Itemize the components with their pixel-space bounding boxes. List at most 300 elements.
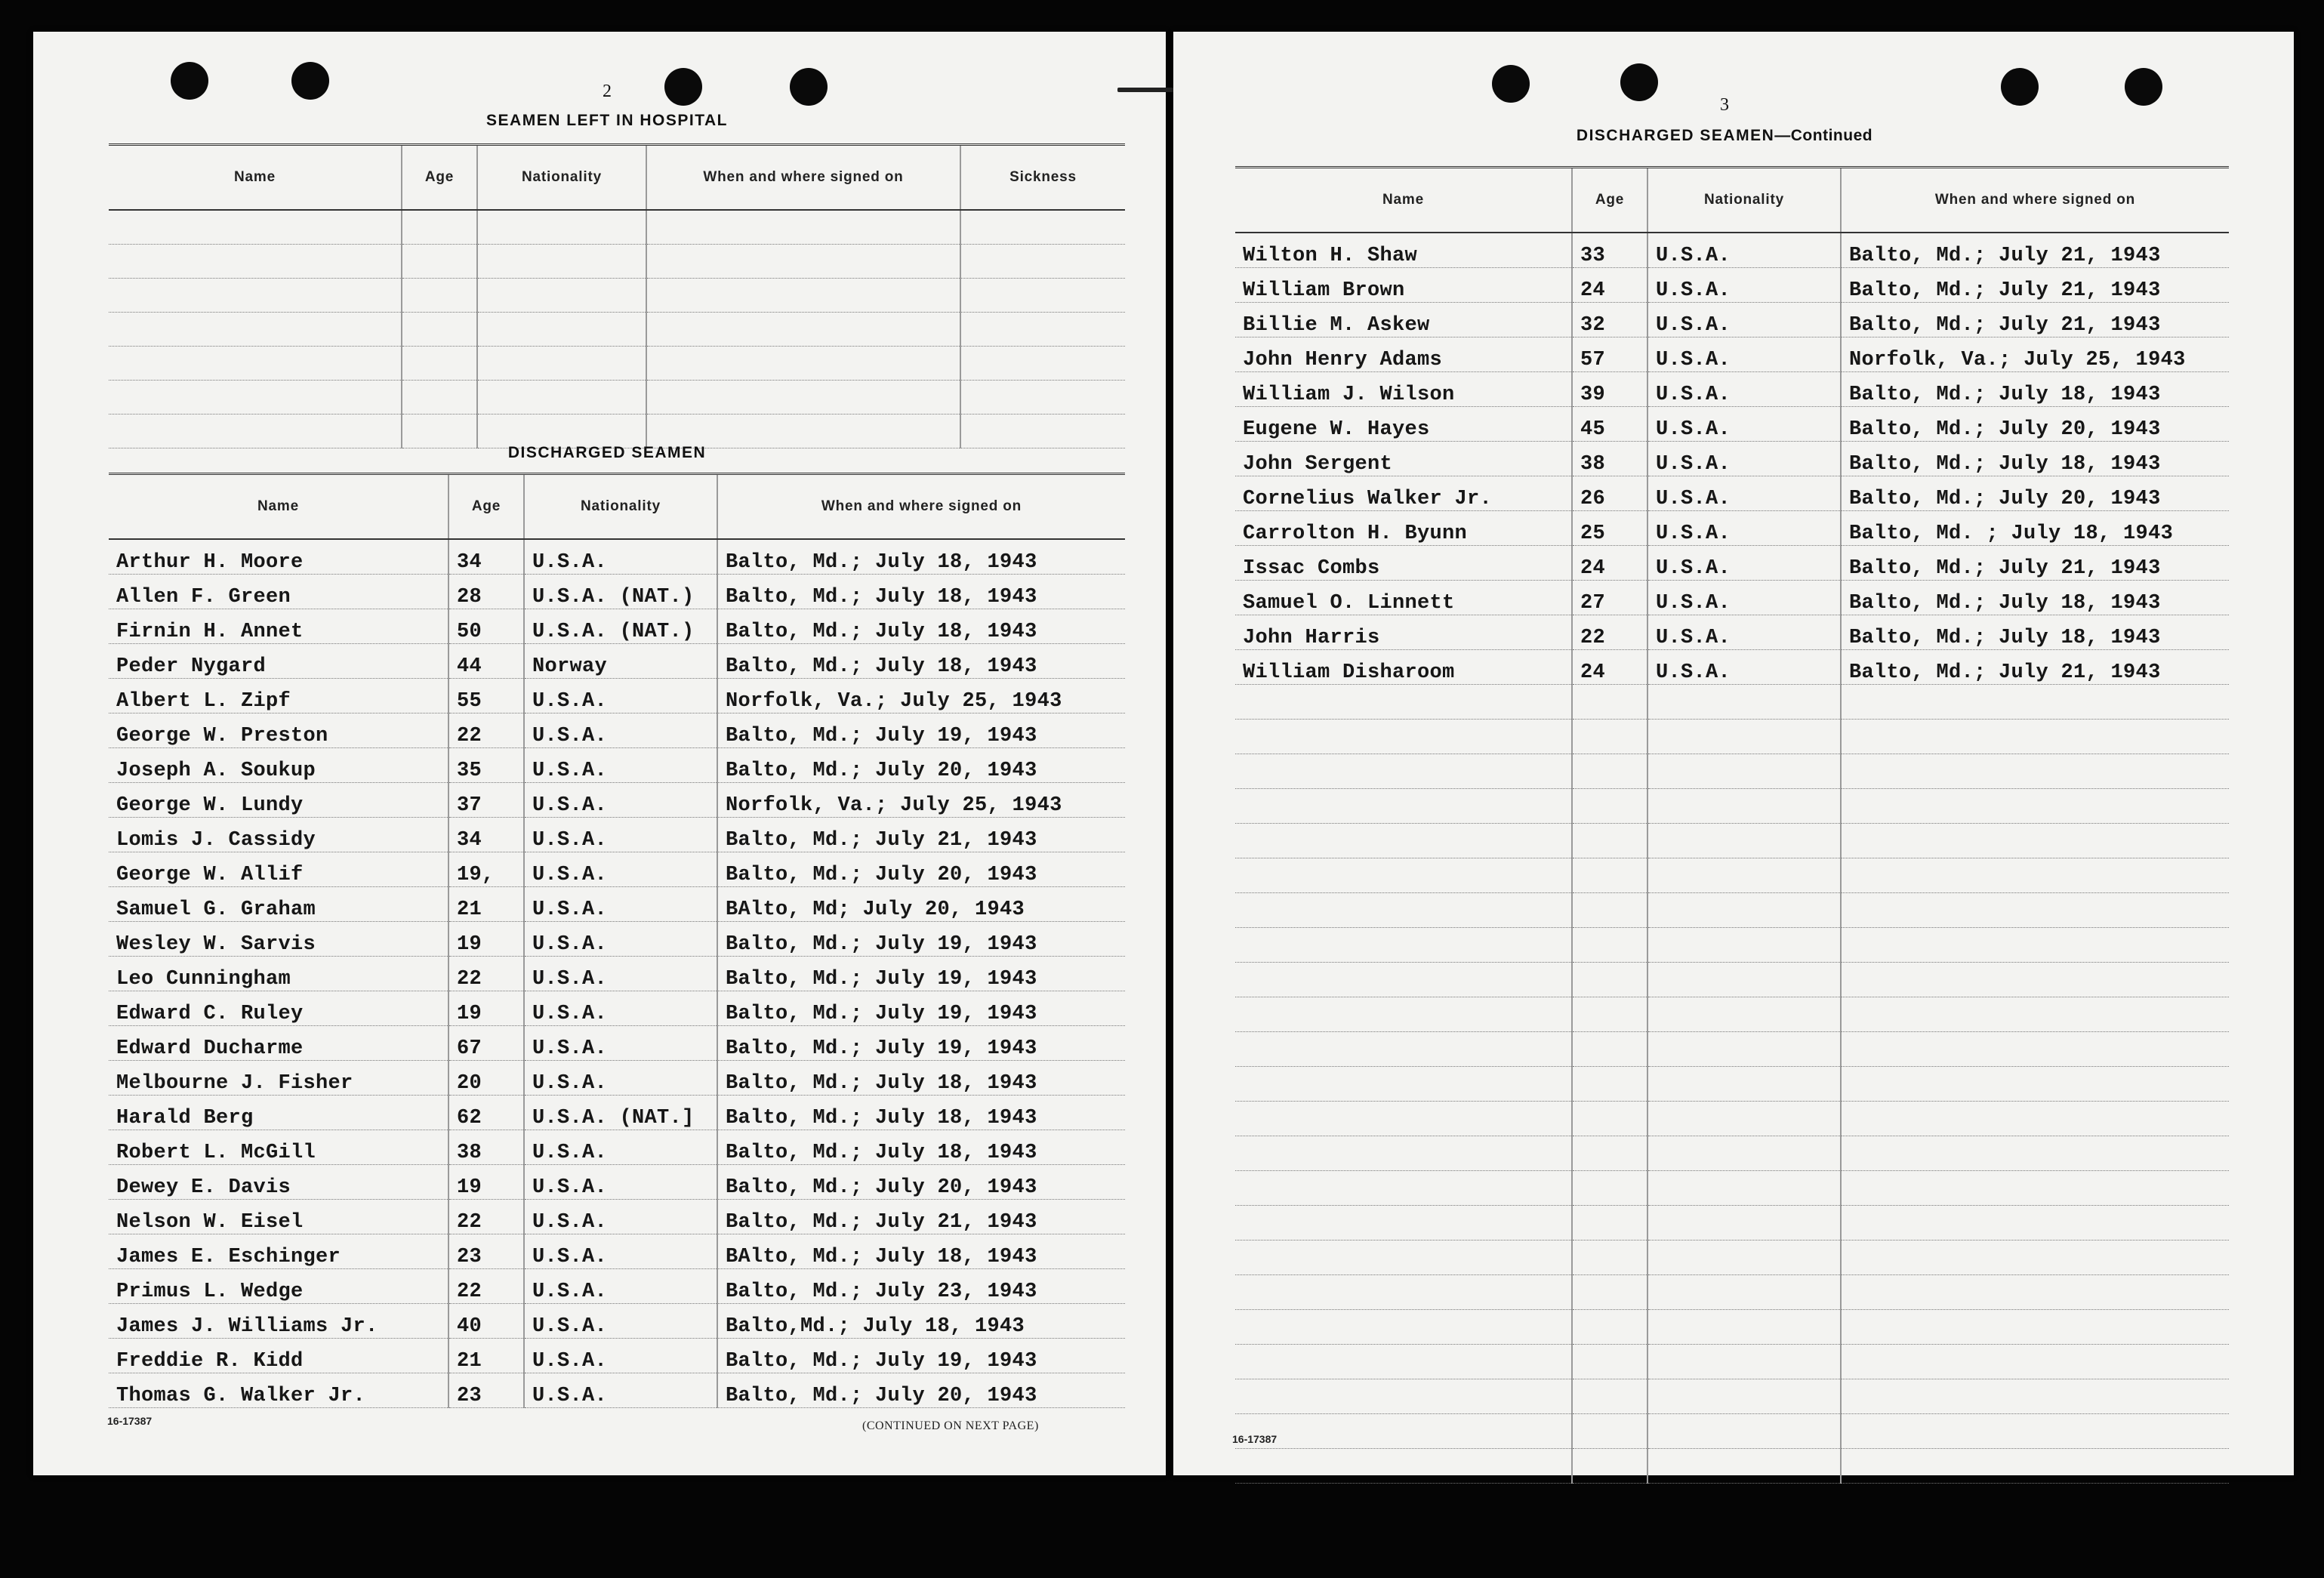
cell-nationality: U.S.A. bbox=[524, 818, 717, 852]
cell-nationality bbox=[1647, 1414, 1841, 1449]
cell-name bbox=[1235, 1345, 1572, 1379]
cell-sickness bbox=[960, 313, 1125, 347]
cell-name: George W. Lundy bbox=[109, 783, 448, 818]
cell-age bbox=[402, 210, 477, 245]
cell-age bbox=[1572, 1136, 1647, 1171]
cell-name: Dewey E. Davis bbox=[109, 1165, 448, 1200]
cell-nationality: U.S.A. bbox=[1647, 407, 1841, 442]
cell-age: 23 bbox=[448, 1373, 524, 1408]
table-row bbox=[1235, 1449, 2229, 1484]
cell-nationality: U.S.A. bbox=[524, 991, 717, 1026]
cell-signed-on: Balto, Md.; July 23, 1943 bbox=[717, 1269, 1125, 1304]
cell-age: 67 bbox=[448, 1026, 524, 1061]
cell-nationality bbox=[1647, 1345, 1841, 1379]
table-row bbox=[109, 887, 1125, 922]
cell-name bbox=[1235, 1136, 1572, 1171]
cell-age: 45 bbox=[1572, 407, 1647, 442]
column-header: When and where signed on bbox=[646, 145, 960, 211]
table-row bbox=[109, 1304, 1125, 1339]
cell-signed-on bbox=[1841, 1136, 2229, 1171]
cell-age: 35 bbox=[448, 748, 524, 783]
cell-age: 21 bbox=[448, 887, 524, 922]
cell-nationality: Norway bbox=[524, 644, 717, 679]
cell-nationality bbox=[477, 381, 646, 415]
discharged-continued-table bbox=[1235, 166, 2229, 1484]
cell-name: William Disharoom bbox=[1235, 650, 1572, 685]
cell-signed-on bbox=[1841, 1241, 2229, 1275]
cell-age: 21 bbox=[448, 1339, 524, 1373]
cell-signed-on: Balto, Md.; July 20, 1943 bbox=[717, 748, 1125, 783]
cell-name bbox=[1235, 824, 1572, 858]
cell-age bbox=[1572, 824, 1647, 858]
title-suffix: —Continued bbox=[1774, 127, 1873, 144]
cell-signed-on bbox=[1841, 1414, 2229, 1449]
table-row bbox=[1235, 1275, 2229, 1310]
cell-signed-on: Norfolk, Va.; July 25, 1943 bbox=[1841, 337, 2229, 372]
cell-signed-on bbox=[1841, 1449, 2229, 1484]
cell-sickness bbox=[960, 347, 1125, 381]
cell-nationality bbox=[1647, 1067, 1841, 1102]
column-header: When and where signed on bbox=[717, 474, 1125, 540]
cell-name bbox=[1235, 997, 1572, 1032]
cell-signed-on: Balto, Md.; July 21, 1943 bbox=[1841, 233, 2229, 268]
cell-signed-on: Balto, Md.; July 21, 1943 bbox=[1841, 650, 2229, 685]
cell-name: Wilton H. Shaw bbox=[1235, 233, 1572, 268]
cell-age bbox=[1572, 685, 1647, 720]
cell-signed-on: Balto, Md.; July 21, 1943 bbox=[717, 818, 1125, 852]
cell-nationality bbox=[1647, 1310, 1841, 1345]
cell-name bbox=[109, 279, 402, 313]
cell-nationality bbox=[1647, 1241, 1841, 1275]
cell-signed-on: Balto, Md.; July 20, 1943 bbox=[1841, 407, 2229, 442]
cell-age bbox=[1572, 1032, 1647, 1067]
table-row bbox=[1235, 685, 2229, 720]
table-row bbox=[1235, 233, 2229, 268]
table-row bbox=[109, 1165, 1125, 1200]
column-header: Age bbox=[448, 474, 524, 540]
cell-nationality: U.S.A. bbox=[1647, 615, 1841, 650]
cell-nationality bbox=[1647, 1032, 1841, 1067]
cell-age: 19 bbox=[448, 991, 524, 1026]
cell-sickness bbox=[960, 415, 1125, 448]
hospital-section-title: SEAMEN LEFT IN HOSPITAL bbox=[486, 112, 728, 129]
cell-name bbox=[1235, 1310, 1572, 1345]
cell-signed-on: Balto, Md.; July 18, 1943 bbox=[1841, 442, 2229, 476]
cell-name: Albert L. Zipf bbox=[109, 679, 448, 713]
cell-nationality bbox=[1647, 1136, 1841, 1171]
cell-age: 22 bbox=[448, 957, 524, 991]
cell-signed-on: Balto, Md.; July 18, 1943 bbox=[1841, 372, 2229, 407]
cell-name bbox=[1235, 893, 1572, 928]
cell-name bbox=[109, 313, 402, 347]
cell-signed-on bbox=[1841, 1067, 2229, 1102]
table-row bbox=[1235, 1241, 2229, 1275]
cell-nationality bbox=[477, 245, 646, 279]
cell-nationality bbox=[1647, 789, 1841, 824]
cell-name: Arthur H. Moore bbox=[109, 539, 448, 575]
cell-nationality bbox=[1647, 1275, 1841, 1310]
cell-signed-on: Balto, Md.; July 18, 1943 bbox=[717, 609, 1125, 644]
cell-signed-on bbox=[1841, 893, 2229, 928]
hospital-table bbox=[109, 143, 1125, 448]
cell-nationality: U.S.A. bbox=[524, 1200, 717, 1234]
cell-name: William Brown bbox=[1235, 268, 1572, 303]
cell-age: 44 bbox=[448, 644, 524, 679]
cell-signed-on: Balto, Md.; July 18, 1943 bbox=[717, 539, 1125, 575]
cell-name bbox=[1235, 685, 1572, 720]
cell-signed-on bbox=[1841, 1345, 2229, 1379]
form-code: 16-17387 bbox=[1232, 1433, 1278, 1445]
table-row bbox=[109, 957, 1125, 991]
cell-nationality: U.S.A. bbox=[524, 1373, 717, 1408]
cell-signed-on bbox=[1841, 1206, 2229, 1241]
cell-name: Issac Combs bbox=[1235, 546, 1572, 581]
cell-age: 22 bbox=[1572, 615, 1647, 650]
cell-signed-on: Balto, Md.; July 19, 1943 bbox=[717, 991, 1125, 1026]
cell-age bbox=[1572, 789, 1647, 824]
cell-age bbox=[402, 313, 477, 347]
cell-signed-on bbox=[646, 415, 960, 448]
cell-nationality bbox=[1647, 1171, 1841, 1206]
cell-name bbox=[1235, 1414, 1572, 1449]
cell-sickness bbox=[960, 381, 1125, 415]
punch-hole bbox=[2125, 68, 2162, 106]
page-number: 3 bbox=[1720, 95, 1729, 115]
cell-age: 62 bbox=[448, 1096, 524, 1130]
cell-signed-on: Balto, Md.; July 18, 1943 bbox=[1841, 581, 2229, 615]
cell-nationality: U.S.A. bbox=[524, 1269, 717, 1304]
punch-hole bbox=[2001, 68, 2039, 106]
cell-name: Peder Nygard bbox=[109, 644, 448, 679]
cell-signed-on bbox=[646, 245, 960, 279]
cell-nationality: U.S.A. bbox=[1647, 650, 1841, 685]
cell-age bbox=[402, 347, 477, 381]
cell-name: Samuel O. Linnett bbox=[1235, 581, 1572, 615]
table-row bbox=[1235, 997, 2229, 1032]
cell-nationality: U.S.A. bbox=[1647, 372, 1841, 407]
cell-nationality bbox=[1647, 1449, 1841, 1484]
cell-name: William J. Wilson bbox=[1235, 372, 1572, 407]
cell-nationality bbox=[477, 313, 646, 347]
cell-name bbox=[1235, 858, 1572, 893]
cell-age bbox=[1572, 720, 1647, 754]
cell-nationality: U.S.A. bbox=[1647, 511, 1841, 546]
cell-nationality bbox=[1647, 720, 1841, 754]
cell-name bbox=[1235, 963, 1572, 997]
table-row bbox=[109, 539, 1125, 575]
table-row bbox=[1235, 337, 2229, 372]
cell-nationality: U.S.A. (NAT.) bbox=[524, 575, 717, 609]
cell-signed-on: Norfolk, Va.; July 25, 1943 bbox=[717, 679, 1125, 713]
cell-age: 27 bbox=[1572, 581, 1647, 615]
cell-signed-on: Balto, Md.; July 18, 1943 bbox=[1841, 615, 2229, 650]
cell-name: Harald Berg bbox=[109, 1096, 448, 1130]
cell-nationality: U.S.A. bbox=[524, 887, 717, 922]
cell-age: 22 bbox=[448, 1269, 524, 1304]
cell-age bbox=[1572, 928, 1647, 963]
cell-name bbox=[1235, 754, 1572, 789]
column-header: Name bbox=[109, 474, 448, 540]
punch-hole bbox=[1492, 65, 1530, 103]
table-row bbox=[1235, 824, 2229, 858]
cell-name: Edward C. Ruley bbox=[109, 991, 448, 1026]
cell-age bbox=[1572, 997, 1647, 1032]
cell-nationality: U.S.A. bbox=[524, 713, 717, 748]
table-row bbox=[1235, 546, 2229, 581]
table-row bbox=[109, 818, 1125, 852]
cell-name: Joseph A. Soukup bbox=[109, 748, 448, 783]
cell-name: Robert L. McGill bbox=[109, 1130, 448, 1165]
cell-age bbox=[1572, 1171, 1647, 1206]
cell-nationality: U.S.A. bbox=[1647, 476, 1841, 511]
table-row bbox=[109, 1373, 1125, 1408]
cell-signed-on: Balto,Md.; July 18, 1943 bbox=[717, 1304, 1125, 1339]
table-row bbox=[1235, 1136, 2229, 1171]
cell-signed-on: Balto, Md. ; July 18, 1943 bbox=[1841, 511, 2229, 546]
cell-name: Primus L. Wedge bbox=[109, 1269, 448, 1304]
table-row bbox=[1235, 615, 2229, 650]
cell-signed-on bbox=[646, 381, 960, 415]
cell-age: 34 bbox=[448, 818, 524, 852]
cell-name: George W. Allif bbox=[109, 852, 448, 887]
table-row bbox=[109, 644, 1125, 679]
cell-signed-on: Balto, Md.; July 18, 1943 bbox=[717, 644, 1125, 679]
cell-name: James E. Eschinger bbox=[109, 1234, 448, 1269]
table-row bbox=[109, 922, 1125, 957]
table-row bbox=[1235, 511, 2229, 546]
cell-nationality: U.S.A. bbox=[524, 539, 717, 575]
table-row bbox=[109, 713, 1125, 748]
table-row bbox=[1235, 858, 2229, 893]
table-row bbox=[109, 381, 1125, 415]
table-row bbox=[109, 1200, 1125, 1234]
table-row bbox=[109, 245, 1125, 279]
cell-signed-on: Norfolk, Va.; July 25, 1943 bbox=[717, 783, 1125, 818]
cell-age: 38 bbox=[1572, 442, 1647, 476]
cell-nationality: U.S.A. bbox=[1647, 546, 1841, 581]
cell-signed-on: Balto, Md.; July 20, 1943 bbox=[717, 1165, 1125, 1200]
table-row bbox=[1235, 1379, 2229, 1414]
cell-age: 19 bbox=[448, 1165, 524, 1200]
table-row bbox=[1235, 268, 2229, 303]
column-header: Age bbox=[1572, 168, 1647, 233]
cell-signed-on: Balto, Md.; July 20, 1943 bbox=[717, 1373, 1125, 1408]
cell-nationality: U.S.A. bbox=[1647, 303, 1841, 337]
cell-age: 38 bbox=[448, 1130, 524, 1165]
cell-age bbox=[1572, 1241, 1647, 1275]
hospital-table-header bbox=[109, 145, 1125, 211]
cell-signed-on: Balto, Md.; July 18, 1943 bbox=[717, 1130, 1125, 1165]
page-title bbox=[1453, 127, 1996, 145]
cell-age bbox=[402, 279, 477, 313]
cell-age: 22 bbox=[448, 713, 524, 748]
table-row bbox=[1235, 303, 2229, 337]
cell-signed-on bbox=[1841, 963, 2229, 997]
table-row bbox=[109, 210, 1125, 245]
table-row bbox=[109, 279, 1125, 313]
cell-nationality bbox=[477, 279, 646, 313]
cell-signed-on bbox=[1841, 858, 2229, 893]
cell-nationality bbox=[1647, 893, 1841, 928]
cell-name: Samuel G. Graham bbox=[109, 887, 448, 922]
column-header: Age bbox=[402, 145, 477, 211]
cell-age: 57 bbox=[1572, 337, 1647, 372]
table-row bbox=[109, 575, 1125, 609]
table-row bbox=[109, 415, 1125, 448]
cell-nationality bbox=[1647, 963, 1841, 997]
cell-signed-on bbox=[1841, 720, 2229, 754]
cell-age: 19 bbox=[448, 922, 524, 957]
cell-age: 20 bbox=[448, 1061, 524, 1096]
cell-nationality: U.S.A. bbox=[1647, 233, 1841, 268]
table-row bbox=[1235, 1102, 2229, 1136]
cell-name: Allen F. Green bbox=[109, 575, 448, 609]
cell-nationality: U.S.A. bbox=[524, 922, 717, 957]
cell-nationality bbox=[1647, 1379, 1841, 1414]
cell-name bbox=[1235, 1449, 1572, 1484]
cell-nationality: U.S.A. bbox=[1647, 581, 1841, 615]
cell-name: Edward Ducharme bbox=[109, 1026, 448, 1061]
discharged-table-header bbox=[109, 474, 1125, 540]
cell-age: 37 bbox=[448, 783, 524, 818]
form-code: 16-17387 bbox=[107, 1415, 153, 1427]
cell-age: 55 bbox=[448, 679, 524, 713]
punch-hole bbox=[1620, 63, 1658, 101]
cell-name bbox=[1235, 1171, 1572, 1206]
cell-age: 22 bbox=[448, 1200, 524, 1234]
cell-name: Nelson W. Eisel bbox=[109, 1200, 448, 1234]
cell-signed-on bbox=[646, 313, 960, 347]
cell-nationality: U.S.A. bbox=[524, 1339, 717, 1373]
left-page bbox=[33, 32, 1166, 1475]
table-row bbox=[109, 1339, 1125, 1373]
cell-name bbox=[109, 245, 402, 279]
cell-signed-on: Balto, Md.; July 19, 1943 bbox=[717, 922, 1125, 957]
table-row bbox=[1235, 1310, 2229, 1345]
table-row bbox=[1235, 1171, 2229, 1206]
table-row bbox=[109, 852, 1125, 887]
cell-nationality bbox=[477, 347, 646, 381]
table-row bbox=[109, 313, 1125, 347]
column-header: Nationality bbox=[477, 145, 646, 211]
cell-name: Thomas G. Walker Jr. bbox=[109, 1373, 448, 1408]
cell-name bbox=[109, 381, 402, 415]
table-row bbox=[1235, 442, 2229, 476]
table-row bbox=[109, 991, 1125, 1026]
cell-name: Melbourne J. Fisher bbox=[109, 1061, 448, 1096]
cell-age: 24 bbox=[1572, 650, 1647, 685]
cell-signed-on bbox=[1841, 685, 2229, 720]
discharged-continued-header bbox=[1235, 168, 2229, 233]
cell-age bbox=[1572, 893, 1647, 928]
cell-signed-on: Balto, Md.; July 21, 1943 bbox=[717, 1200, 1125, 1234]
cell-age bbox=[1572, 963, 1647, 997]
cell-nationality: U.S.A. bbox=[524, 748, 717, 783]
cell-signed-on: Balto, Md.; July 20, 1943 bbox=[1841, 476, 2229, 511]
cell-age: 28 bbox=[448, 575, 524, 609]
cell-nationality: U.S.A. bbox=[524, 852, 717, 887]
cell-nationality: U.S.A. bbox=[524, 783, 717, 818]
cell-nationality: U.S.A. bbox=[524, 1130, 717, 1165]
cell-nationality bbox=[1647, 928, 1841, 963]
page-number: 2 bbox=[603, 82, 612, 101]
column-header: Nationality bbox=[1647, 168, 1841, 233]
cell-sickness bbox=[960, 245, 1125, 279]
cell-nationality: U.S.A. bbox=[524, 1304, 717, 1339]
cell-name bbox=[1235, 1379, 1572, 1414]
cell-name bbox=[1235, 1067, 1572, 1102]
cell-signed-on bbox=[1841, 1032, 2229, 1067]
table-row bbox=[1235, 1032, 2229, 1067]
cell-age bbox=[1572, 1102, 1647, 1136]
cell-signed-on bbox=[1841, 789, 2229, 824]
cell-name bbox=[1235, 928, 1572, 963]
cell-signed-on bbox=[1841, 928, 2229, 963]
cell-age bbox=[1572, 754, 1647, 789]
cell-name: John Harris bbox=[1235, 615, 1572, 650]
cell-signed-on: BAlto, Md; July 20, 1943 bbox=[717, 887, 1125, 922]
table-row bbox=[1235, 893, 2229, 928]
cell-age bbox=[1572, 1310, 1647, 1345]
cell-age bbox=[1572, 858, 1647, 893]
cell-nationality bbox=[477, 415, 646, 448]
cell-signed-on: Balto, Md.; July 18, 1943 bbox=[717, 1096, 1125, 1130]
cell-age: 33 bbox=[1572, 233, 1647, 268]
column-header: Nationality bbox=[524, 474, 717, 540]
cell-age bbox=[1572, 1275, 1647, 1310]
table-row bbox=[109, 1061, 1125, 1096]
table-row bbox=[1235, 789, 2229, 824]
cell-name: Carrolton H. Byunn bbox=[1235, 511, 1572, 546]
table-row bbox=[109, 748, 1125, 783]
cell-signed-on bbox=[1841, 1275, 2229, 1310]
table-row bbox=[109, 1130, 1125, 1165]
cell-name: Cornelius Walker Jr. bbox=[1235, 476, 1572, 511]
cell-signed-on: Balto, Md.; July 21, 1943 bbox=[1841, 303, 2229, 337]
cell-signed-on bbox=[1841, 754, 2229, 789]
cell-age bbox=[1572, 1067, 1647, 1102]
cell-signed-on: Balto, Md.; July 21, 1943 bbox=[1841, 546, 2229, 581]
cell-signed-on: Balto, Md.; July 21, 1943 bbox=[1841, 268, 2229, 303]
table-row bbox=[1235, 407, 2229, 442]
punch-hole bbox=[291, 62, 329, 100]
table-row bbox=[1235, 476, 2229, 511]
cell-age: 39 bbox=[1572, 372, 1647, 407]
cell-name: Lomis J. Cassidy bbox=[109, 818, 448, 852]
cell-nationality: U.S.A. bbox=[1647, 337, 1841, 372]
cell-age bbox=[402, 245, 477, 279]
cell-name: Wesley W. Sarvis bbox=[109, 922, 448, 957]
cell-age: 24 bbox=[1572, 268, 1647, 303]
table-row bbox=[1235, 1414, 2229, 1449]
cell-age: 26 bbox=[1572, 476, 1647, 511]
cell-nationality: U.S.A. bbox=[524, 679, 717, 713]
cell-age: 40 bbox=[448, 1304, 524, 1339]
cell-name bbox=[109, 415, 402, 448]
cell-signed-on: Balto, Md.; July 19, 1943 bbox=[717, 957, 1125, 991]
cell-age: 32 bbox=[1572, 303, 1647, 337]
cell-signed-on: Balto, Md.; July 18, 1943 bbox=[717, 575, 1125, 609]
cell-signed-on bbox=[646, 347, 960, 381]
cell-signed-on bbox=[1841, 1379, 2229, 1414]
cell-nationality bbox=[1647, 858, 1841, 893]
cell-nationality: U.S.A. bbox=[1647, 268, 1841, 303]
cell-name: Firnin H. Annet bbox=[109, 609, 448, 644]
table-row bbox=[1235, 754, 2229, 789]
cell-signed-on: Balto, Md.; July 19, 1943 bbox=[717, 1026, 1125, 1061]
cell-sickness bbox=[960, 279, 1125, 313]
cell-age bbox=[1572, 1345, 1647, 1379]
